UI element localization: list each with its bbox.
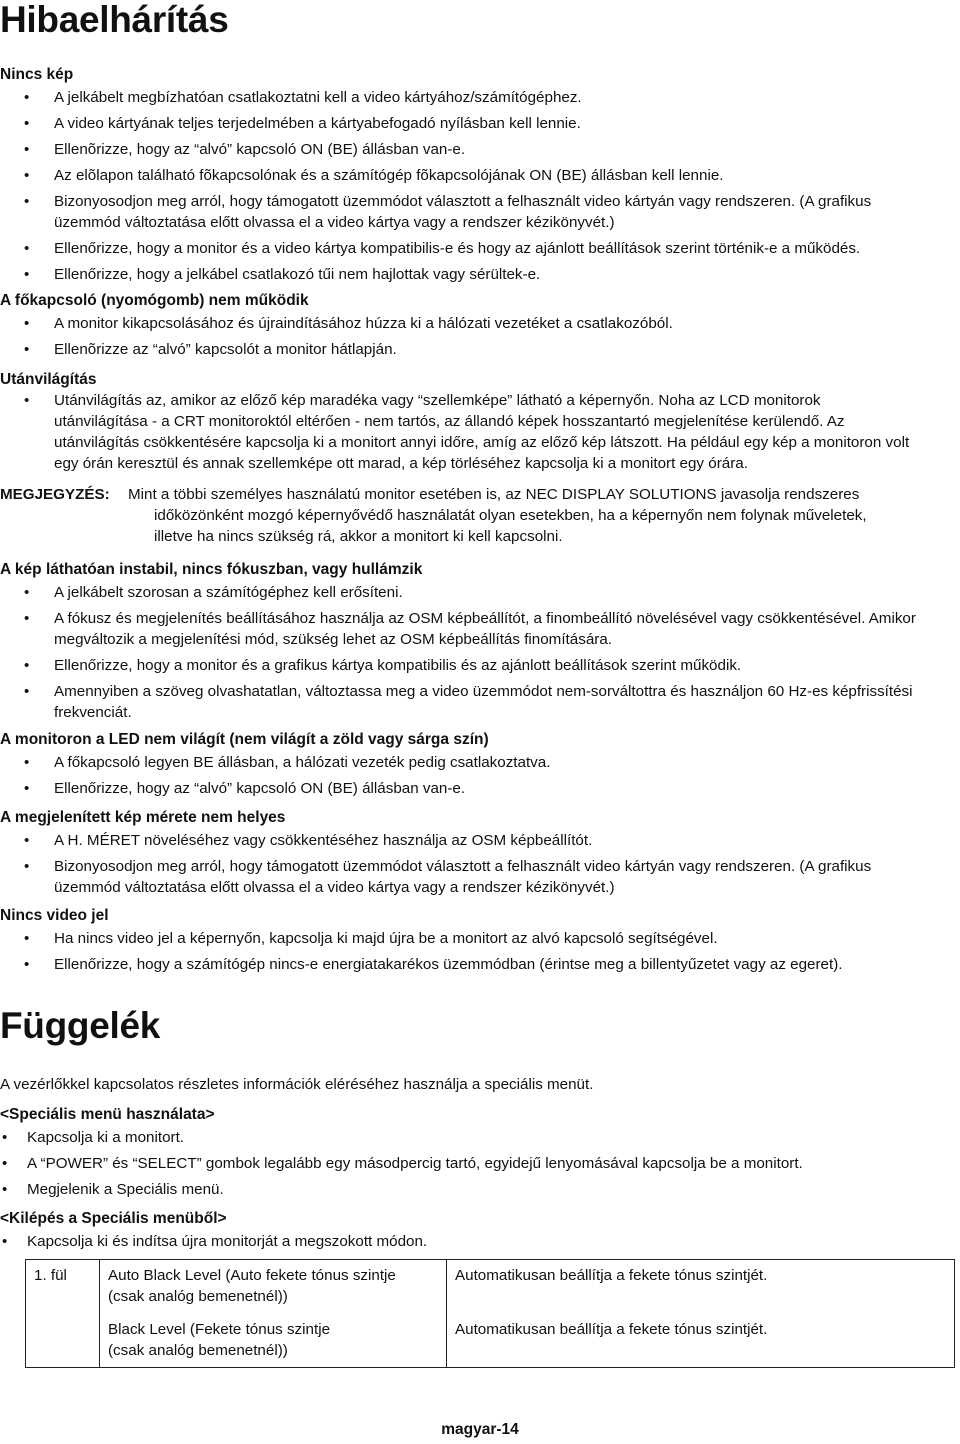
note-body: Mint a többi személyes használatú monitor esetében is, az NEC DISPLAY SOLUTIONS javasolja rendszeres időközönként mozgó képernyővédő használatát olyan esetekben, ha a képernyőn nem folynak műveletek, illetve ha nincs szükség rá, akkor a monitort ki kell kapcsolni. <box>128 486 867 545</box>
note-label: MEGJEGYZÉS: <box>0 486 110 503</box>
exit-menu-steps <box>0 1231 960 1252</box>
list-item: • Bizonyosodjon meg arról, hogy támogatott üzemmódot választott a felhasznált video kártyán vagy rendszeren. (A grafikus üzemmód változtatása előtt olvassa el a video kártya vagy a rendszer kézikönyvét.) <box>0 856 904 898</box>
section-heading-unstable-image: A kép láthatóan instabil, nincs fókuszban, vagy hullámzik <box>0 561 423 578</box>
bullet-list-power-switch <box>0 313 960 360</box>
bullet-list-image-persistence <box>0 390 960 474</box>
bullet-list-image-size <box>0 830 960 898</box>
list-item: • A video kártyának teljes terjedelmében a kártyabefogadó nyílásban kell lennie. <box>0 113 960 134</box>
exit-menu-heading: <Kilépés a Speciális menüből> <box>0 1210 227 1227</box>
section-heading-image-persistence: Utánvilágítás <box>0 371 97 388</box>
list-item: • A főkapcsoló legyen BE állásban, a hálózati vezeték pedig csatlakoztatva. <box>0 752 960 773</box>
list-item: • Ha nincs video jel a képernyőn, kapcsolja ki majd újra be a monitort az alvó kapcsoló segítségével. <box>0 928 960 949</box>
setting-name-cell: Auto Black Level (Auto fekete tónus szintje (csak analóg bemenetnél)) <box>100 1260 447 1318</box>
list-item: • Kapcsolja ki és indítsa újra monitorját a megszokott módon. <box>0 1231 960 1252</box>
setting-desc-cell: Automatikusan beállítja a fekete tónus szintjét. <box>447 1260 955 1318</box>
list-item: • A monitor kikapcsolásához és újraindításához húzza ki a hálózati vezetéket a csatlakozóból. <box>0 313 960 334</box>
list-item: • A jelkábelt megbízhatóan csatlakoztatni kell a video kártyához/számítógéphez. <box>0 87 960 108</box>
section-heading-power-switch: A főkapcsoló (nyomógomb) nem működik <box>0 292 309 309</box>
special-menu-steps <box>0 1127 960 1200</box>
list-item: • A H. MÉRET növeléséhez vagy csökkentéséhez használja az OSM képbeállítót. <box>0 830 960 851</box>
list-item: • Ellenőrizze, hogy a monitor és a grafikus kártya kompatibilis és az ajánlott beállítások szerint működik. <box>0 655 960 676</box>
list-item: • A “POWER” és “SELECT” gombok legalább egy másodpercig tartó, egyidejű lenyomásával kapcsolja be a monitort. <box>0 1153 960 1174</box>
list-item: • Utánvilágítás az, amikor az előző kép maradéka vagy “szellemképe” látható a képernyőn. Noha az LCD monitorok utánvilágítása - a CRT monitoroktól eltérően - nem tartós, az állandó képek hosszantartó megjelenítése kerülendő. Az utánvilágítás csökkentésére kapcsolja ki a monitort annyi időre, amíg az előző kép látszott. Ha például egy kép a monitoron volt egy órán keresztül és annak szellemképe ott marad, a kép törléséhez kapcsolja ki a monitort egy órára. <box>0 390 914 474</box>
note-block <box>0 484 960 547</box>
list-item: • Az elõlapon található fõkapcsolónak és a számítógép fõkapcsolójának ON (BE) állásban kell lennie. <box>0 165 960 186</box>
appendix-intro: A vezérlőkkel kapcsolatos részletes információk eléréséhez használja a speciális menüt. <box>0 1076 594 1093</box>
list-item: • Megjelenik a Speciális menü. <box>0 1179 960 1200</box>
section-heading-image-size: A megjelenített kép mérete nem helyes <box>0 809 286 826</box>
list-item: • Bizonyosodjon meg arról, hogy támogatott üzemmódot választott a felhasznált video kártyán vagy rendszeren. (A grafikus üzemmód változtatása előtt olvassa el a video kártya vagy a rendszer kézikönyvét.) <box>0 191 904 233</box>
bullet-list-no-picture <box>0 87 960 285</box>
table-row <box>26 1260 955 1318</box>
bullet-list-unstable-image <box>0 582 960 723</box>
setting-name-cell: Black Level (Fekete tónus szintje (csak analóg bemenetnél)) <box>100 1317 447 1368</box>
list-item: • Ellenőrizze, hogy az “alvó” kapcsoló ON (BE) állásban van-e. <box>0 778 960 799</box>
list-item: • Ellenőrizze, hogy a számítógép nincs-e energiatakarékos üzemmódban (érintse meg a billentyűzetet vagy az egeret). <box>0 954 960 975</box>
list-item: • A fókusz és megjelenítés beállításához használja az OSM képbeállítót, a finombeállító növelésével vagy csökkentésével. Amikor megváltozik a megjelenítési mód, szükség lehet az OSM képbeállítás finomítására. <box>0 608 954 650</box>
list-item: • Kapcsolja ki a monitort. <box>0 1127 960 1148</box>
bullet-list-no-video <box>0 928 960 975</box>
tab-cell: 1. fül <box>26 1260 100 1368</box>
page-title: Hibaelhárítás <box>0 0 229 40</box>
section-heading-no-video: Nincs video jel <box>0 907 109 924</box>
list-item: • Ellenõrizze az “alvó” kapcsolót a monitor hátlapján. <box>0 339 960 360</box>
list-item: • Ellenõrizze, hogy az “alvó” kapcsoló ON (BE) állásban van-e. <box>0 139 960 160</box>
setting-desc-cell: Automatikusan beállítja a fekete tónus szintjét. <box>447 1317 955 1368</box>
list-item: • Amennyiben a szöveg olvashatatlan, változtassa meg a video üzemmódot nem-sorváltottra és használjon 60 Hz-es képfrissítési frekvenciát. <box>0 681 934 723</box>
list-item: • Ellenőrizze, hogy a monitor és a video kártya kompatibilis-e és hogy az ajánlott beállítások szerint történik-e a működés. <box>0 238 960 259</box>
bullet-list-led <box>0 752 960 799</box>
special-menu-heading: <Speciális menü használata> <box>0 1106 215 1123</box>
table-row <box>26 1317 955 1368</box>
list-item: • Ellenőrizze, hogy a jelkábel csatlakozó tűi nem hajlottak vagy sérültek-e. <box>0 264 960 285</box>
section-heading-no-picture: Nincs kép <box>0 66 74 83</box>
appendix-title: Függelék <box>0 1005 161 1046</box>
settings-table <box>25 1259 955 1368</box>
page-number: magyar-14 <box>441 1421 519 1438</box>
section-heading-led: A monitoron a LED nem világít (nem világít a zöld vagy sárga szín) <box>0 731 489 748</box>
list-item: • A jelkábelt szorosan a számítógéphez kell erősíteni. <box>0 582 960 603</box>
